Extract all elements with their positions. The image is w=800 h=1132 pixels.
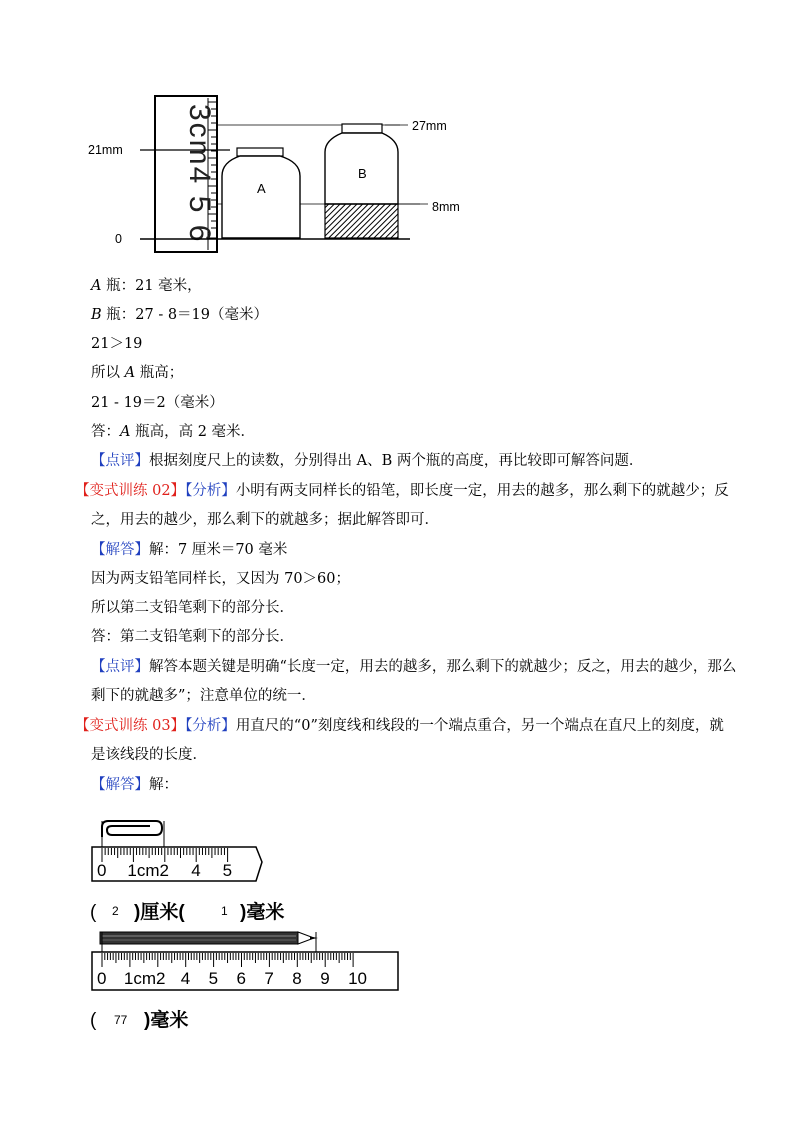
line-exercise-02-cont: 之，用去的越少，那么剩下的就越多；据此解答即可． xyxy=(91,512,439,528)
ruler-label: 5 xyxy=(208,969,219,988)
bottle-a-label: A xyxy=(257,181,266,196)
ruler-label: 4 xyxy=(180,969,191,988)
line-comment-1: 【点评】根据刻度尺上的读数，分别得出 A、B 两个瓶的高度，再比较即可解答问题． xyxy=(91,453,644,469)
line-answer-2: 答：第二支铅笔剩下的部分长． xyxy=(91,629,294,645)
line-solution-03: 【解答】解： xyxy=(91,777,178,793)
paperclip-icon xyxy=(102,821,162,837)
clip-answer-mid: )厘米( xyxy=(134,902,185,923)
line-b-bottle: B 瓶：27 - 8＝19（毫米） xyxy=(91,307,269,323)
clip-answer-open: ( xyxy=(90,902,97,923)
ruler-rotated-label: 3cm4 5 6 xyxy=(183,104,216,244)
ruler-label: 9 xyxy=(320,969,330,988)
ruler-label: 10 xyxy=(348,969,368,988)
line-diff: 21 - 19＝2（毫米） xyxy=(91,395,224,411)
line-compare: 21＞19 xyxy=(91,336,143,352)
line-exercise-03: 【变式训练 03】【分析】用直尺的“0”刻度线和线段的一个端点重合，另一个端点在直尺上的刻度，就 xyxy=(75,718,724,734)
label-21mm: 21mm xyxy=(88,143,123,157)
bottle-b-label: B xyxy=(358,166,367,181)
clip-answer-mm: 1 xyxy=(221,904,228,918)
pencil-answer-close: )毫米 xyxy=(144,1010,189,1031)
label-8mm: 8mm xyxy=(432,200,460,214)
line-answer-1: 答：A 瓶高，高 2 毫米． xyxy=(91,424,256,440)
ruler-label: 8 xyxy=(292,969,302,988)
hatched-block xyxy=(325,204,398,238)
pencil-icon xyxy=(100,932,318,944)
line-solution-02: 【解答】解：7 厘米＝70 毫米 xyxy=(91,542,288,558)
paperclip-ruler-figure xyxy=(88,815,408,930)
bottle-a xyxy=(222,148,300,238)
bottle-b xyxy=(325,124,398,204)
label-0: 0 xyxy=(115,232,122,246)
bottles-ruler-figure xyxy=(80,90,480,260)
line-comment-2: 【点评】解答本题关键是明确“长度一定，用去的越多，那么剩下的就越少；反之，用去的越少，那么 xyxy=(91,659,737,675)
ruler-label: 1cm2 xyxy=(127,861,169,880)
line-a-bottle: A 瓶：21 毫米， xyxy=(91,278,202,294)
ruler-label: 7 xyxy=(264,969,274,988)
clip-answer-close: )毫米 xyxy=(240,902,285,923)
line-therefore: 所以第二支铅笔剩下的部分长． xyxy=(91,600,294,616)
line-so: 所以 A 瓶高； xyxy=(91,365,184,381)
ruler-label: 1cm2 xyxy=(123,969,166,988)
pencil-answer-mm: 77 xyxy=(114,1013,128,1027)
ruler-label: 6 xyxy=(236,969,246,988)
ruler-label: 0 xyxy=(97,969,107,988)
clip-answer-cm: 2 xyxy=(112,904,119,918)
line-comment-2-cont: 剩下的就越多”；注意单位的统一． xyxy=(91,688,316,704)
pencil-answer-open: ( xyxy=(90,1010,97,1031)
ruler-label: 0 xyxy=(97,861,107,880)
ruler-label: 5 xyxy=(222,861,233,880)
pencil-ruler-figure xyxy=(88,928,408,1038)
line-exercise-02: 【变式训练 02】【分析】小明有两支同样长的铅笔，即长度一定，用去的越多，那么剩下的就越少；反 xyxy=(75,483,729,499)
line-because: 因为两支铅笔同样长，又因为 70＞60； xyxy=(91,571,351,587)
ruler-label: 4 xyxy=(191,861,201,880)
line-exercise-03-cont: 是该线段的长度． xyxy=(91,747,207,763)
label-27mm: 27mm xyxy=(412,119,447,133)
